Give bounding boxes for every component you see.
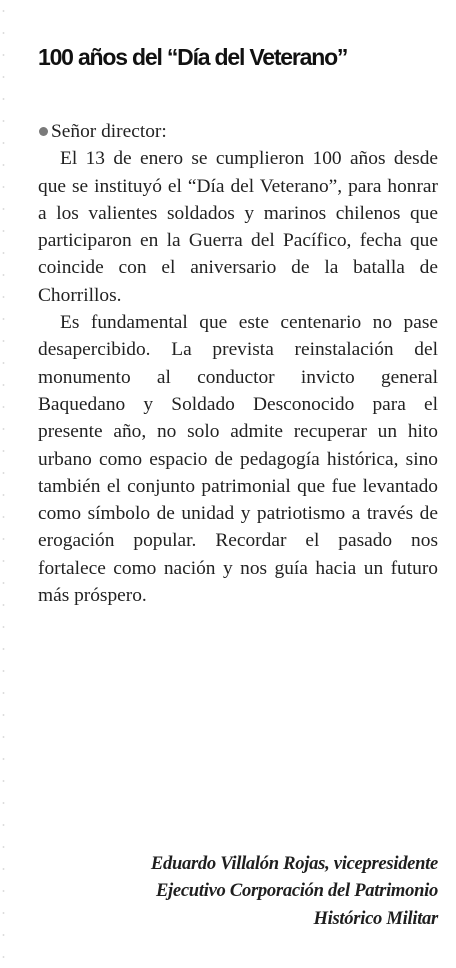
signature-line-1: Eduardo Villalón Rojas, vicepresidente: [150, 853, 438, 874]
paragraph-1: El 13 de enero se cumplieron 100 años desde que se instituyó el “Día del Veterano”, para honrar a los valientes soldados y marinos chilenos que participaron en la Guerra del Pacífico, fecha que coincide con el aniversario de la batalla de Chorrillos.: [38, 148, 438, 306]
signature-line-2: Ejecutivo Corporación del Patrimonio: [155, 880, 438, 902]
signature-line-3: Histórico Militar: [313, 907, 438, 929]
paragraph-2: Es fundamental que este centenario no pase desapercibido. La prevista reinstalación del monumento al conductor invicto general Baquedano y Soldado Desconocido para el presente año, no solo admite recuperar un hito urbano como espacio de pedagogía histórica, sino también el conjunto patrimonial que fue levantado como símbolo de unidad y patriotismo a través de erogación popular. Recordar el pasado nos fortalece como nación y nos guía hacia un futuro más próspero.: [38, 312, 438, 607]
signature-block: [18, 850, 438, 932]
letter-body: [38, 118, 438, 609]
letter-headline: 100 años del “Día del Veterano”: [38, 44, 348, 70]
salutation-text: Señor director:: [51, 121, 167, 142]
bullet-icon: [39, 127, 48, 136]
column-divider: [2, 0, 5, 968]
salutation: [38, 118, 438, 145]
